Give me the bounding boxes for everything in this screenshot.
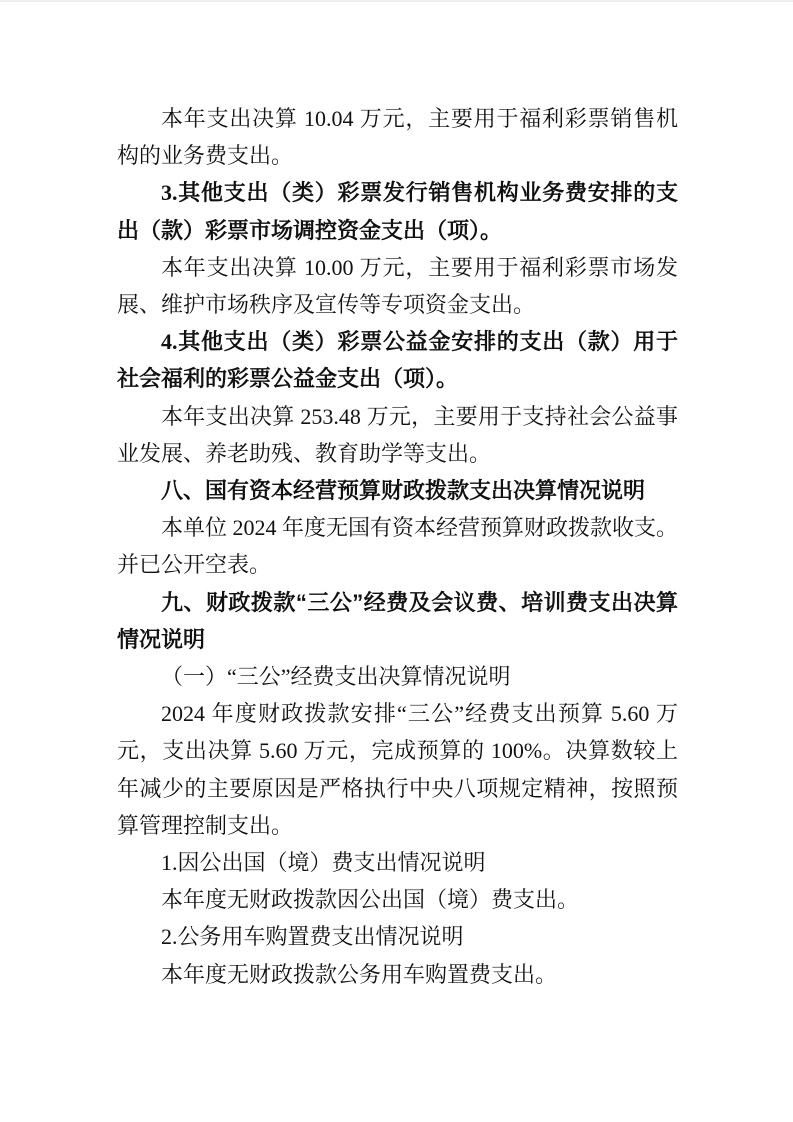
body-paragraph-no-vehicle-purchase: 本年度无财政拨款公务用车购置费支出。	[161, 961, 558, 987]
body-paragraph-lottery-sales-expense: 本年支出决算 10.04 万元，主要用于福利彩票销售机构的业务费支出。	[117, 106, 678, 169]
section-heading-8-state-capital-budget: 八、国有资本经营预算财政拨款支出决算情况说明	[161, 478, 646, 504]
section-heading-9-three-public-funds: 九、财政拨款“三公”经费及会议费、培训费支出决算情况说明	[117, 589, 678, 652]
body-paragraph-three-public-funds-detail: 2024 年度财政拨款安排“三公”经费支出预算 5.60 万元，支出决算 5.60 万元，完成预算的 100%。决算数较上年减少的主要原因是严格执行中央八项规定精神，按照预算管理控制支出。	[117, 701, 678, 838]
subsection-heading-3-other-expense: 3.其他支出（类）彩票发行销售机构业务费安排的支出（款）彩票市场调控资金支出（项）。	[117, 180, 678, 243]
item-heading-1-overseas-travel: 1.因公出国（境）费支出情况说明	[161, 850, 486, 876]
body-paragraph-market-regulation-expense: 本年支出决算 10.00 万元，主要用于福利彩票市场发展、维护市场秩序及宣传等专项资金支出。	[117, 254, 678, 318]
body-paragraph-public-welfare-expense: 本年支出决算 253.48 万元，主要用于支持社会公益事业发展、养老助残、教育助学等支出。	[117, 403, 678, 466]
item-heading-2-vehicle-purchase: 2.公务用车购置费支出情况说明	[161, 924, 464, 950]
document-text-block	[117, 100, 678, 993]
subsection-heading-4-other-expense: 4.其他支出（类）彩票公益金安排的支出（款）用于社会福利的彩票公益金支出（项）。	[117, 329, 678, 392]
sub-heading-1-three-public-funds: （一）“三公”经费支出决算情况说明	[161, 664, 511, 690]
body-paragraph-no-overseas-travel: 本年度无财政拨款因公出国（境）费支出。	[161, 887, 580, 913]
body-paragraph-no-state-capital-budget: 本单位 2024 年度无国有资本经营预算财政拨款收支。并已公开空表。	[117, 515, 679, 578]
